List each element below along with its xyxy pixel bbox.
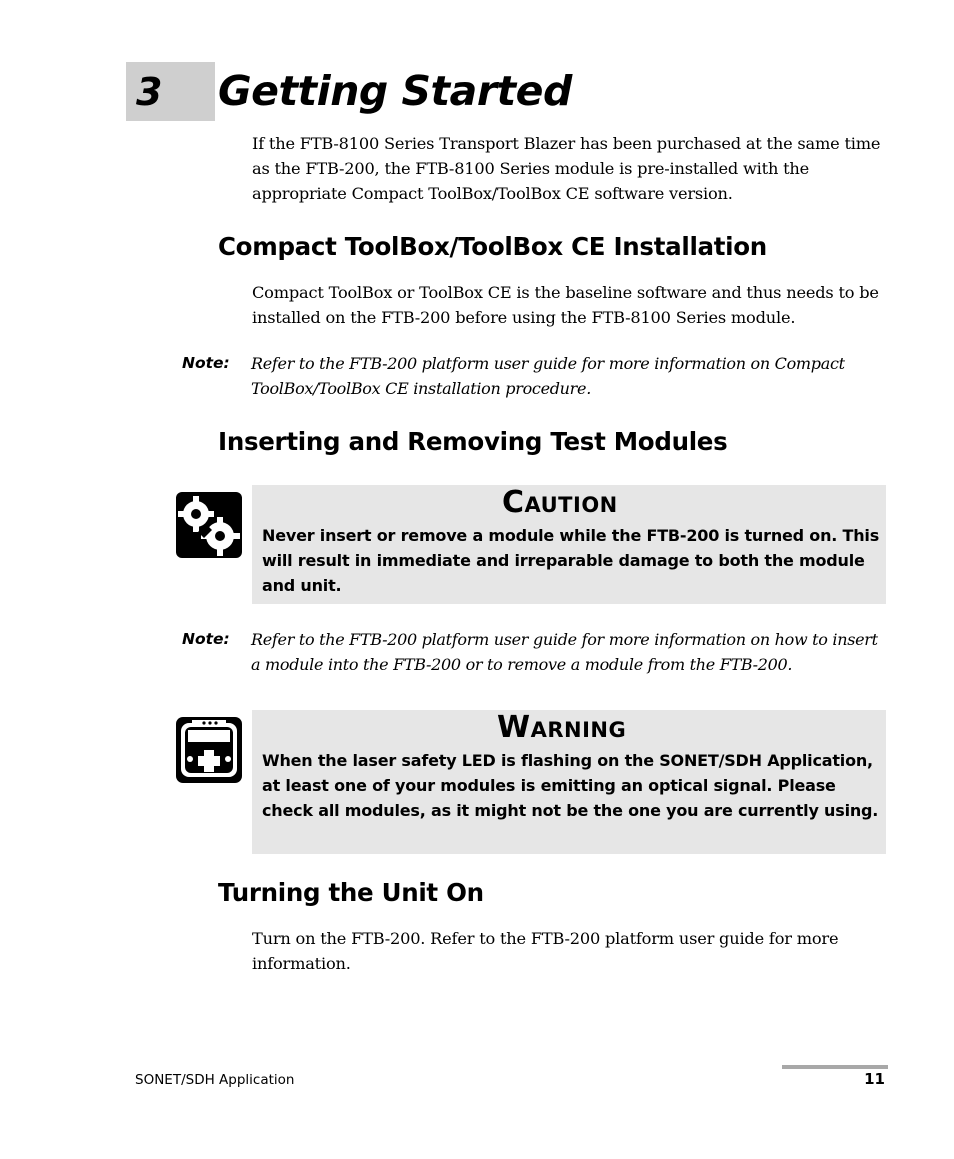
section-heading-installation: Compact ToolBox/ToolBox CE Installation: [218, 232, 767, 261]
note-label: Note:: [182, 354, 230, 372]
section-heading-modules: Inserting and Removing Test Modules: [218, 427, 728, 456]
warning-title: Warning: [497, 710, 627, 745]
page-number: 11: [864, 1070, 885, 1088]
turning-on-paragraph: Turn on the FTB-200. Refer to the FTB-200 platform user guide for more information.: [252, 929, 839, 973]
caution-title: Caution: [502, 485, 618, 520]
warning-text: When the laser safety LED is flashing on the SONET/SDH Application, at least one of your modules is emitting an optical signal. Please check all modules, as it might not be the one you are currently using.: [262, 751, 879, 820]
footer-doc-title: SONET/SDH Application: [135, 1072, 295, 1088]
caution-text: Never insert or remove a module while the FTB-200 is turned on. This will result in immediate and irreparable damage to both the module and unit.: [262, 526, 880, 595]
chapter-number: 3: [136, 70, 163, 114]
intro-paragraph: If the FTB-8100 Series Transport Blazer has been purchased at the same time as the FTB-200, the FTB-8100 Series module is pre-installed with the appropriate Compact ToolBox/ToolBox CE software version.: [252, 134, 881, 203]
gears-caution-icon: [176, 492, 242, 558]
note-text-modules: Refer to the FTB-200 platform user guide for more information on how to insert a module into the FTB-200 or to remove a module from the FTB-200.: [251, 630, 878, 674]
installation-paragraph: Compact ToolBox or ToolBox CE is the baseline software and thus needs to be installed on the FTB-200 before using the FTB-8100 Series module.: [252, 283, 879, 327]
chapter-title: Getting Started: [218, 67, 572, 115]
ambulance-warning-icon: [176, 717, 242, 783]
section-heading-turning-on: Turning the Unit On: [218, 878, 484, 907]
note-label-modules: Note:: [182, 630, 230, 648]
note-text-installation: Refer to the FTB-200 platform user guide for more information on Compact ToolBox/ToolBox CE installation procedure.: [251, 354, 845, 398]
